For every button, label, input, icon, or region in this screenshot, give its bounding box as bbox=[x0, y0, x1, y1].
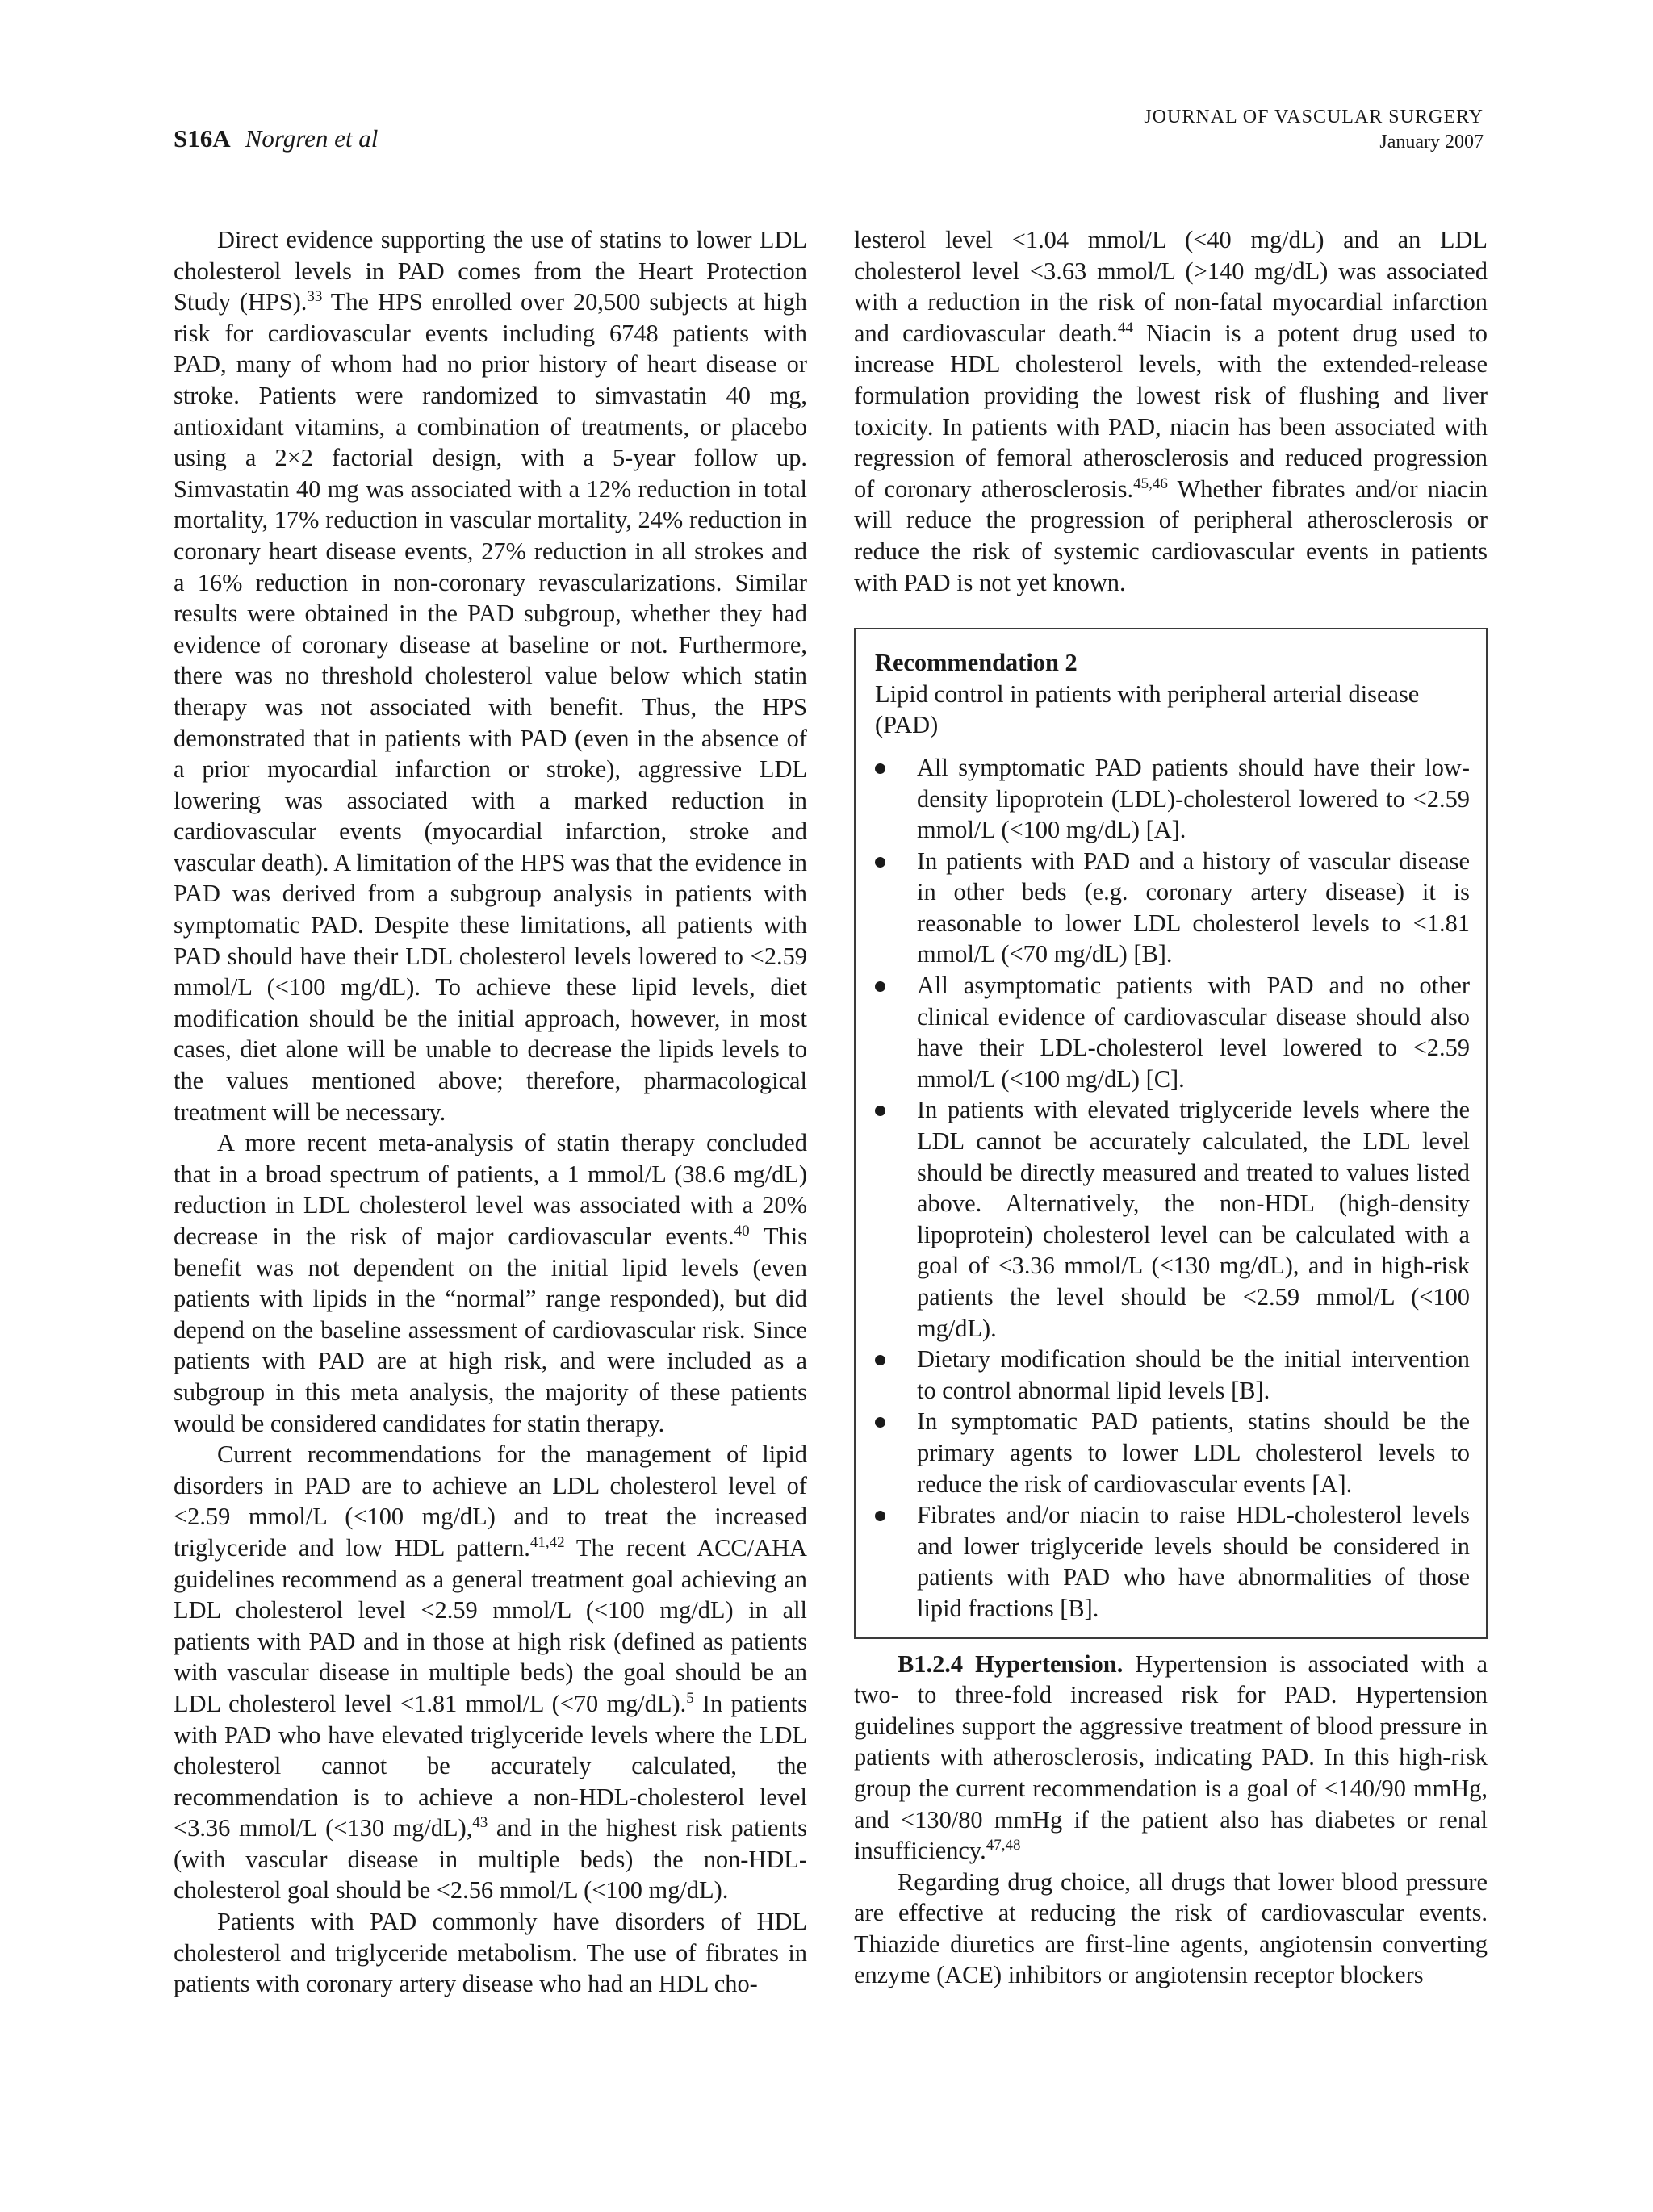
journal-name: JOURNAL OF VASCULAR SURGERY bbox=[1144, 107, 1484, 128]
issue-date: January 2007 bbox=[1379, 132, 1484, 153]
right-column bbox=[854, 224, 1488, 1991]
citation: 43 bbox=[472, 1814, 488, 1832]
bullet-icon bbox=[875, 857, 885, 868]
citation: 44 bbox=[1117, 319, 1133, 337]
paragraph-fibrates-niacin: lesterol level <1.04 mmol/L (<40 mg/dL) and an LDL cholesterol level <3.63 mmol/L (>140 mg/dL) was associated with a reduction in the risk of non-fatal myocardial infarction and cardiovascular death.$^{44}$ Niacin is a potent drug used to increase HDL cholesterol levels, with the extended-release formulation providing the lowest risk of flushing and liver toxicity. In patients with PAD, niacin has been associated with regression of femoral atherosclerosis and reduced progression of coronary atherosclerosis.$^{45,46}$ Whether fibrates and/or niacin will reduce the progression of peripheral atherosclerosis or reduce the risk of systemic cardiovascular events in patients with PAD is not yet known. bbox=[854, 226, 1488, 596]
left-column bbox=[174, 224, 807, 2000]
citation: 5 bbox=[686, 1689, 694, 1707]
bullet-icon bbox=[875, 981, 885, 992]
recommendation-title: Recommendation 2 bbox=[875, 649, 1078, 677]
paragraph-hps: Direct evidence supporting the use of statins to lower LDL cholesterol levels in PAD comes from the Heart Protection Study (HPS).$^{33}$ The HPS enrolled over 20,500 subjects at high risk for cardiovascular events including 6748 patients with PAD, many of whom had no prior history of heart disease or stroke. Patients were randomized to simvastatin 40 mg, antioxidant vitamins, a combination of treatments, or placebo using a 2×2 factorial design, with a 5-year follow up. Simvastatin 40 mg was associated with a 12% reduction in total mortality, 17% reduction in vascular mortality, 24% reduction in coronary heart disease events, 27% reduction in all strokes and a 16% reduction in non-coronary revascularizations. Similar results were obtained in the PAD subgroup, whether they had evidence of coronary disease at baseline or not. Furthermore, there was no threshold cholesterol value below which statin therapy was not associated with benefit. Thus, the HPS demonstrated that in patients with PAD (even in the absence of a prior myocardial infarction or stroke), aggressive LDL lowering was associated with a marked reduction in cardiovascular events (myocardial infarction, stroke and vascular death). A limitation of the HPS was that the evidence in PAD was derived from a subgroup analysis in patients with symptomatic PAD. Despite these limitations, all patients with PAD should have their LDL cholesterol levels lowered to <2.59 mmol/L (<100 mg/dL). To achieve these lipid levels, diet modification should be the initial approach, however, in most cases, diet alone will be unable to decrease the lipids levels to the values mentioned above; therefore, pharmacological treatment will be necessary. bbox=[174, 226, 808, 1126]
recommendation-item: In symptomatic PAD patients, statins should be the primary agents to lower LDL cholesterol levels to reduce the risk of cardiovascular events [A]. bbox=[875, 1406, 1470, 1499]
recommendation-item: All symptomatic PAD patients should have their low-density lipoprotein (LDL)-cholesterol lowered to <2.59 mmol/L (<100 mg/dL) [A]. bbox=[875, 752, 1470, 846]
recommendation-box bbox=[854, 628, 1488, 1638]
paragraph-current-recommendations: Current recommendations for the management of lipid disorders in PAD are to achieve an LDL cholesterol level of <2.59 mmol/L (<100 mg/dL) and to treat the increased triglyceride and low HDL pattern.$^{41,42}$ The recent ACC/AHA guidelines recommend as a general treatment goal achieving an LDL cholesterol level <2.59 mmol/L (<100 mg/dL) in all patients with PAD and in those at high risk (defined as patients with vascular disease in multiple beds) the goal should be an LDL cholesterol level <1.81 mmol/L (<70 mg/dL).$^5$ In patients with PAD who have elevated triglyceride levels where the LDL cholesterol cannot be accurately calculated, the recommendation is to achieve a non-HDL-cholesterol level <3.36 mmol/L (<130 mg/dL),$^{43}$ and in the highest risk patients (with vascular disease in multiple beds) the non-HDL-cholesterol goal should be <2.56 mmol/L (<100 mg/dL). bbox=[174, 1441, 807, 1905]
author-line: Norgren et al bbox=[245, 124, 379, 153]
recommendation-subtitle: Lipid control in patients with peripheral arterial disease (PAD) bbox=[875, 679, 1420, 739]
bullet-icon bbox=[875, 763, 885, 774]
bullet-icon bbox=[875, 1417, 885, 1428]
recommendation-item: Fibrates and/or niacin to raise HDL-cholesterol levels and lower triglyceride levels should be considered in patients with PAD who have abnormalities of those lipid fractions [B]. bbox=[875, 1499, 1470, 1624]
page-number: S16A bbox=[174, 124, 231, 153]
recommendation-list bbox=[875, 752, 1470, 1625]
paragraph-drug-choice: Regarding drug choice, all drugs that lower blood pressure are effective at reducing the risk of cardiovascular events. Thiazide diuretics are first-line agents, angiotensin converting enzyme (ACE) inhibitors or angiotensin receptor blockers bbox=[854, 1867, 1488, 1989]
citation: 41,42 bbox=[529, 1533, 565, 1551]
recommendation-item: In patients with elevated triglyceride levels where the LDL cannot be accurately calculated, the LDL level should be directly measured and treated to values listed above. Alternatively, the non-HDL (high-density lipoprotein) cholesterol level can be calculated with a goal of <3.36 mmol/L (<130 mg/dL), and in high-risk patients the level should be <2.59 mmol/L (<100 mg/dL). bbox=[875, 1094, 1470, 1344]
recommendation-item: In patients with PAD and a history of vascular disease in other beds (e.g. coronary artery disease) it is reasonable to lower LDL cholesterol levels to <1.81 mmol/L (<70 mg/dL) [B]. bbox=[875, 846, 1470, 970]
recommendation-item: All asymptomatic patients with PAD and no other clinical evidence of cardiovascular disease should also have their LDL-cholesterol level lowered to <2.59 mmol/L (<100 mg/dL) [C]. bbox=[875, 970, 1470, 1094]
paragraph-meta-analysis: A more recent meta-analysis of statin therapy concluded that in a broad spectrum of patients, a 1 mmol/L (38.6 mg/dL) reduction in LDL cholesterol level was associated with a 20% decrease in the risk of major cardiovascular events.$^{40}$ This benefit was not dependent on the initial lipid levels (even patients with lipids in the “normal” range responded), but did depend on the baseline assessment of cardiovascular risk. Since patients with PAD are at high risk, and were included as a subgroup in this meta analysis, the majority of these patients would be considered candidates for statin therapy. bbox=[174, 1129, 808, 1437]
citation: 40 bbox=[734, 1222, 750, 1240]
running-header-right bbox=[1144, 105, 1484, 155]
paragraph-hypertension: B1.2.4 Hypertension. Hypertension is associated with a two- to three-fold increased risk for PAD. Hypertension guidelines support the aggressive treatment of blood pressure in patients with atherosclerosis, indicating PAD. In this high-risk group the current recommendation is a goal of <140/90 mmHg, and <130/80 mmHg if the patient also has diabetes or renal insufficiency.$^{47,48}$ bbox=[854, 1650, 1488, 1865]
citation: 45,46 bbox=[1133, 475, 1168, 492]
bullet-icon bbox=[875, 1106, 885, 1116]
recommendation-item: Dietary modification should be the initial intervention to control abnormal lipid levels [B]. bbox=[875, 1344, 1470, 1406]
bullet-icon bbox=[875, 1355, 885, 1365]
section-heading: B1.2.4 Hypertension. bbox=[898, 1650, 1124, 1678]
paragraph-hdl-disorders: Patients with PAD commonly have disorders of HDL cholesterol and triglyceride metabolism. The use of fibrates in patients with coronary artery disease who had an HDL cho- bbox=[174, 1908, 807, 1998]
citation: 33 bbox=[307, 288, 323, 306]
citation: 47,48 bbox=[986, 1836, 1021, 1854]
running-header-left bbox=[174, 123, 378, 155]
bullet-icon bbox=[875, 1511, 885, 1521]
